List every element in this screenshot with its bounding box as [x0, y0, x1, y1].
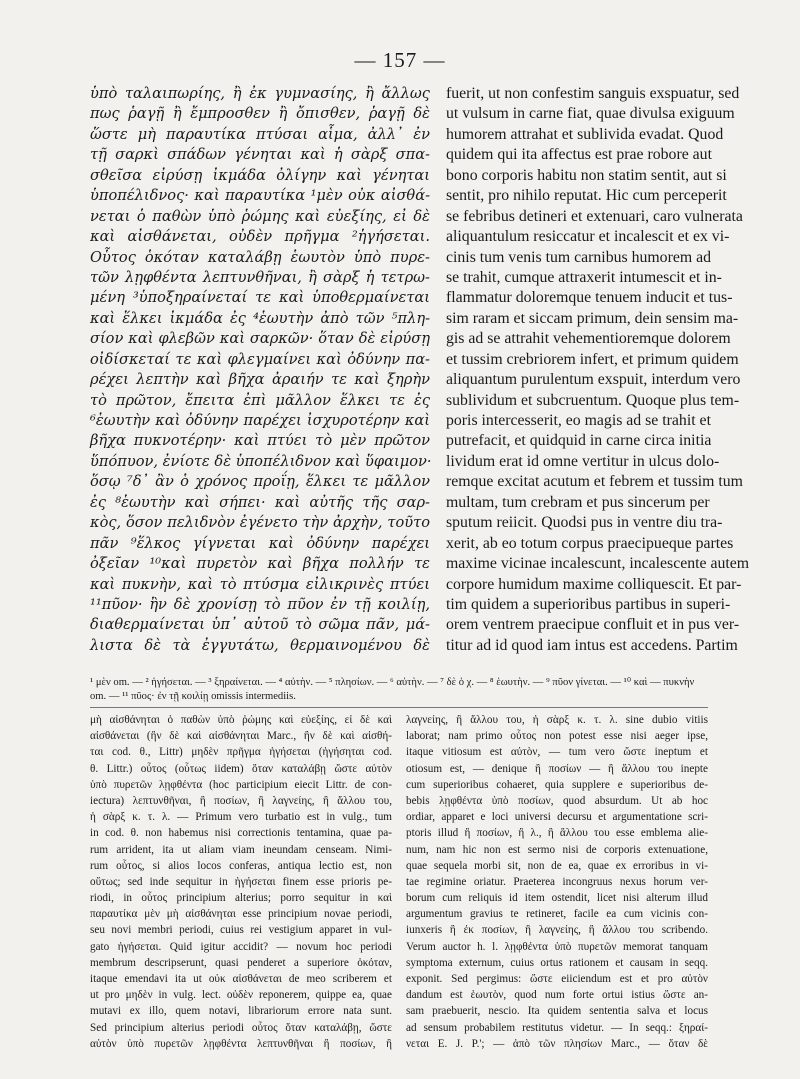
note-line: seu novi membri periodi, cuius rei vestigium apparet in vul- — [90, 924, 392, 937]
note-line: οὕτως; sed inde sequitur in ἡγήσεται finem esse prioris pe- — [90, 875, 392, 888]
note-line: rum οὗτος, si alios locos conferas, antiqua lectio est, non — [90, 859, 392, 872]
note-line: Verum auctor h. l. λῃφθέντα ὑπὸ πυρετῶν memorat tanquam — [406, 940, 708, 953]
note-line: νεται E. J. P.'; — ἀπὸ τῶν πλησίων Marc., — ὅταν δὲ — [406, 1037, 708, 1050]
greek-text-line: καὶ πυκνὴν, καὶ τὸ πτύσμα εἰλικρινὲς πτύει — [90, 575, 430, 593]
greek-text-line: σίον καὶ φλεβῶν καὶ σαρκῶν· ὅταν δὲ εἰρύσῃ — [90, 330, 430, 348]
latin-text-line: flammatur doloremque tenuem inducit et tus- — [446, 289, 733, 307]
page-number: — 157 — — [354, 48, 446, 72]
note-line: θ. Littr.) οὗτος (οὗτως iidem) ὅταν καταλάβῃ ὥστε αὐτὸν — [90, 762, 392, 775]
footnote-divider — [90, 707, 708, 708]
greek-text-line: ὑποπέλιδνος· καὶ παραυτίκα ¹μὲν οὐκ αἰσθά- — [90, 187, 430, 205]
latin-text-line: xerit, ab eo totum corpus praecipueque partes — [446, 534, 734, 552]
greek-text-line: τὸ πρῶτον, ἔπειτα ἐπὶ μᾶλλον ἕλκει τε ἐς — [90, 391, 430, 409]
note-line: ptoris illud ἢ ποσίων, ἢ λ., ἢ ἄλλου του esse emblema alie- — [406, 827, 708, 840]
latin-text-line: sublividum et subcruentum. Quoque plus tem- — [446, 391, 740, 409]
greek-text-line: τῶν λῃφθέντα λεπτυνθῆναι, ἢ σὰρξ ἡ τετρω- — [90, 268, 430, 286]
latin-text-line: corpore humidum maxime colliquescit. Et par- — [446, 575, 742, 593]
note-line: μὴ αἰσθάνηται ὁ παθὼν ὑπὸ ῥώμης καὶ εὐεξίης, εἰ δὲ καὶ — [90, 714, 392, 726]
note-line: otiosum est, — denique ἢ ποσίων — ἢ ἄλλου του inepte — [406, 762, 708, 775]
latin-text-line: et tussim crebriorem infert, et primum quidem — [446, 350, 739, 368]
note-line: sam praebuerit, nescio. Ita quidem sententia salva et locus — [406, 1005, 708, 1018]
greek-text-line: διαθερμαίνεται ὑπ᾽ αὐτοῦ τὸ σῶμα πᾶν, μά- — [90, 616, 430, 634]
latin-text-line: humorem attrahat et sublivida evadat. Quod — [446, 125, 724, 143]
greek-text-line: τῇ σαρκὶ σπάδων γένηται καὶ ἡ σὰρξ σπα- — [90, 146, 430, 164]
note-line: laborat; nam primo οὗτος non potest esse nisi aeger ipse, — [406, 730, 708, 743]
greek-text-line: ⁶ἑωυτὴν καὶ ὀδύνην παρέχει ἰσχυροτέρην καὶ — [90, 412, 430, 429]
note-line: ut pro μηδὲν in vulg. lect. οὐδὲν reponerem, quippe ea, quae — [90, 989, 392, 1002]
greek-text-line: ὀξεῖαν ¹⁰καὶ πυρετὸν καὶ βῆχα πολλήν τε — [90, 555, 430, 573]
greek-text-line: καὶ αἰσθάνεται, οὐδὲν πρῆγμα ²ἡγήσεται. — [90, 228, 430, 246]
latin-text-line: sim raram et siccam primum, dein sensim ma- — [446, 309, 739, 327]
greek-text-line: οἰδίσκεταί τε καὶ φλεγμαίνει καὶ ὀδύνην πα- — [90, 350, 430, 368]
note-line: λαγνείης, ἢ ἄλλου του, ἡ σὰρξ κ. τ. λ. sine dubio vitiis — [406, 714, 708, 726]
note-line: itaque emendavi ita ut οὐκ αἰσθάνεται de meo scriberem et — [90, 973, 392, 985]
latin-text-line: orem ventrem praecipue confluit et in pus ver- — [446, 616, 740, 634]
note-line: itaque vitiosum est αὐτὸν, — tum vero ὥστε ineptum et — [406, 746, 708, 759]
greek-text-line: νεται ὁ παθὼν ὑπὸ ῥώμης καὶ εὐεξίης, εἰ δὲ — [90, 207, 430, 225]
greek-text-line: ὑπὸ ταλαιπωρίης, ἢ ἐκ γυμνασίης, ἢ ἄλλως — [90, 85, 430, 102]
latin-text-line: aliquantulum resiccatur et incalescit et ex vi- — [446, 228, 730, 246]
note-line: gato ἡγήσεται. Quid igitur accidit? — novum hoc periodi — [90, 940, 392, 953]
note-line: Sed principium alterius periodi οὗτος ὅταν καταλάβῃ, ὥστε — [90, 1021, 392, 1034]
note-line: in cod. θ. non habemus nisi correctionis tentamina, quae pa- — [90, 827, 392, 840]
note-line: tae regimine oriatur. Praeterea incongruus nexus horum ver- — [406, 875, 708, 888]
note-line: riodi, in οὗτος principium alterius; porro sequitur in καὶ — [90, 892, 392, 905]
note-line: symptoma externum, cuius ortus rationem et causam in seqq. — [406, 956, 708, 969]
commentary-notes-right — [406, 712, 708, 1062]
latin-text-line: sentit, pro nihilo reputat. Hic cum perceperit — [446, 187, 727, 205]
greek-text-line: ὕπόπυον, ἐνίοτε δὲ ὑποπέλιδνον καὶ ὕφαιμον· — [90, 452, 432, 470]
commentary-notes-left — [90, 712, 392, 1062]
latin-text-line: maxime vicinae incalescunt, incalescente autem — [446, 555, 750, 573]
note-line: num, nam hic non est sermo nisi de corporis extenuatione, — [406, 843, 708, 856]
greek-text-line: μένη ³ὑποξηραίνεταί τε καὶ ὑποθερμαίνεται — [90, 289, 430, 307]
latin-text-line: ut vulsum in carne fiat, quae divulsa exiguum — [446, 105, 735, 123]
note-line: αἰσθάνεται (ἢν δὲ καὶ αἰσθάνηται Marc., ἢν δὲ καὶ αἰσθή- — [90, 730, 392, 743]
greek-text-line: ¹¹πῦον· ἢν δὲ χρονίσῃ τὸ πῦον ἐν τῇ κοιλίῃ, — [90, 595, 430, 613]
note-line: iectura) λεπτυνθῆναι, ἢ ποσίων, ἢ λαγνείης, ἢ ἄλλου του, — [90, 794, 392, 807]
note-line: bebis λῃφθέντα ὑπὸ ποσίων, quod absurdum. Ut ab hoc — [406, 794, 708, 807]
note-line: dandum est ἑωυτὸν, quod num forte ortui istius ὥστε an- — [406, 989, 708, 1002]
latin-text-line: remque excitat acutum et febrem et tussim tum — [446, 473, 743, 491]
note-line: argumentum gravius te retineret, facile ea cum vicinis con- — [406, 908, 708, 921]
latin-text-line: bono corporis habitu non statim sentit, aut si — [446, 166, 727, 184]
latin-text-line: titur ad id quod iam intus est accedens. Partim — [446, 636, 738, 654]
critical-apparatus — [90, 676, 708, 704]
latin-text-line: putrefacit, et quidquid in carne circa initia — [446, 432, 712, 450]
note-line: mutavi ex illo, quem notavi, librariorum errore nata sunt. — [90, 1005, 392, 1018]
greek-text-line: βῆχα πυκνοτέρην· καὶ πτύει τὸ μὲν πρῶτον — [90, 432, 430, 450]
greek-text-line: πᾶν ⁹ἕλκος γίγνεται καὶ ὀδύνην παρέχει — [90, 534, 430, 552]
latin-text-line: sputum reiicit. Quodsi pus in ventre diu tra- — [446, 514, 723, 532]
latin-text-line: cinis tum venis tum carnibus humorem ad — [446, 248, 711, 266]
greek-text-line: καὶ ἕλκει ἰκμάδα ἐς ⁴ἑωυτὴν ἀπὸ τῶν ⁵πλη- — [90, 309, 430, 327]
greek-text-line: πως ῥαγῇ ἢ ἔμπροσθεν ἢ ὄπισθεν, ῥαγῇ δὲ — [90, 105, 430, 123]
latin-text-line: quidem qui ita affectus est prae robore aut — [446, 146, 712, 164]
note-line: membrum descripserunt, quasi penderet a superiore ὁκόταν, — [90, 956, 392, 969]
note-line: ad sensum probabilem restitutus videtur. — In seqq.: ξηραί- — [406, 1021, 708, 1034]
note-line: rum arrident, ita ut aliam viam ineundam censeam. Nimi- — [90, 843, 392, 856]
greek-text-line: ρέχει λεπτὴν καὶ βῆχα ἀραιήν τε καὶ ξηρὴν — [90, 371, 430, 389]
note-line: ὑπὸ πυρετῶν λῃφθέντα (hoc participium eiecit Littr. de con- — [90, 778, 392, 791]
latin-text-line: tim quidem a superioribus partibus in superi- — [446, 595, 731, 613]
latin-text-line: se trahit, cumque attraxerit intumescit et in- — [446, 268, 722, 286]
latin-text-line: gis ad se attrahit vehementioremque dolorem — [446, 330, 731, 348]
note-line: ordiar, apparet e loci universi decursu et argumentatione scri- — [406, 811, 708, 824]
note-line: quae sequela morbi sit, non de ea, quae ex erroribus in vi- — [406, 859, 708, 872]
note-line: ται cod. θ., Littr) μηδὲν πρῆγμα ἡγήσεται (ἡγήσηται cod. — [90, 746, 392, 759]
latin-translation-column — [446, 84, 750, 674]
note-line: παραυτίκα μὲν μὴ αἰσθάνηται esse principium novae periodi, — [90, 908, 392, 921]
note-line: iunxeris ἢ ἐκ ποσίων, ἢ λαγνείης, ἢ ἄλλου του scribendo. — [406, 924, 708, 937]
latin-text-line: poris intercesserit, eo magis ad se trahit et — [446, 412, 711, 429]
greek-text-line: κὸς, ὅσον πελιδνὸν ἐγένετο τὴν ἀρχὴν, τοῦτο — [90, 514, 430, 532]
note-line: αὐτὸν ὑπὸ πυρετῶν λῃφθέντα λεπτυνθῆναι ἢ ποσίων, ἢ — [90, 1037, 392, 1050]
greek-text-line: ἐς ⁸ἑωυτὴν καὶ σήπει· καὶ αὐτῆς τῆς σαρ- — [90, 493, 430, 511]
greek-text-line: σθεῖσα εἰρύσῃ ἰκμάδα ὀλίγην καὶ γένηται — [90, 166, 430, 184]
greek-text-line: λιστα δὲ τὰ ἐγγυτάτω, θερμαινομένου δὲ — [90, 636, 430, 654]
latin-text-line: lividum erat id omne vertitur in ulcus dolo- — [446, 452, 720, 470]
latin-text-line: fuerit, ut non confestim sanguis exspuatur, sed — [446, 85, 740, 102]
note-line: exponit. Sed pergimus: ὥστε eiiciendum est et pro αὐτὸν — [406, 973, 708, 985]
note-line: cum superioribus cohaeret, quia supplere e superioribus de- — [406, 778, 708, 791]
note-line: borum cum reliquis id item ostendit, licet nisi alterum illud — [406, 892, 708, 905]
latin-text-line: se febribus detineri et extenuari, caro vulnerata — [446, 207, 743, 225]
latin-text-line: multam, tum crebram et pus sincerum per — [446, 493, 710, 511]
apparatus-line: om. — ¹¹ πῦος· ἐν τῇ κοιλίῃ omissis intermediis. — [90, 691, 296, 702]
note-line: ἡ σὰρξ κ. τ. λ. — Primum vero turbatio est in vulg., tum — [90, 811, 392, 824]
apparatus-line: ¹ μὲν om. — ² ἡγήσεται. — ³ ξηραίνεται. — ⁴ αὐτὴν. — ⁵ πλησίων. — ⁶ αὐτὴν. — ⁷ δὲ ὁ χ. — ⁸ ἑωυτὴν. — ⁹ πῦον γίνεται. — ¹⁰ καὶ — πυκνὴν — [90, 677, 695, 688]
greek-text-line: Οὗτος ὁκόταν καταλάβῃ ἑωυτὸν ὑπὸ πυρε- — [90, 248, 430, 266]
greek-text-column — [90, 84, 430, 674]
latin-text-line: aliquantum purulentum exspuit, interdum vero — [446, 371, 741, 389]
greek-text-line: ὅσῳ ⁷δ᾽ ἂν ὁ χρόνος προΐῃ, ἕλκει τε μᾶλλον — [90, 473, 430, 491]
greek-text-line: ὥστε μὴ παραυτίκα πτύσαι αἷμα, ἀλλ᾽ ἐν — [90, 125, 430, 143]
